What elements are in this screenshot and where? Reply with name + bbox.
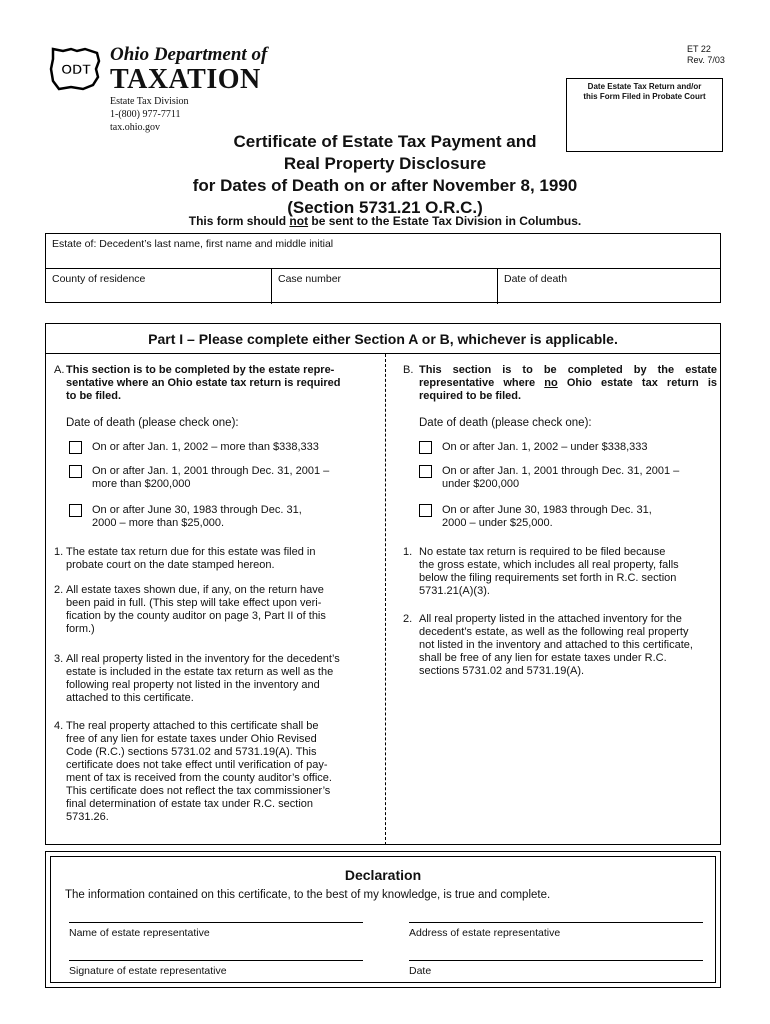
- phone-number: 1-(800) 977-7711: [110, 109, 181, 120]
- checkbox[interactable]: [419, 504, 432, 517]
- address-label: Address of estate representative: [409, 927, 561, 939]
- section-b-option-1983[interactable]: On or after June 30, 1983 through Dec. 31, 2000 – under $25,000.: [419, 504, 719, 532]
- signature-label: Signature of estate representative: [69, 965, 227, 977]
- section-a-item-1: 1. The estate tax return due for this estate was filed in probate court on the date stamped hereon.: [54, 546, 316, 571]
- section-a-item-4: 4. The real property attached to this certificate shall be free of any lien for estate taxes under Ohio Revised Code (R.C.) sections 5731.02 and 5731.19(A). This certificate does not take effect until verification of pay- ment of tax is received from the county auditor’s office. This certificate does not reflect the tax commissioner’s final determination of estate tax under R.C. section 5731.26.: [54, 720, 332, 823]
- section-divider: [385, 354, 386, 845]
- contact-info: [110, 95, 189, 134]
- decedent-name-label: Estate of: Decedent’s last name, first name and middle initial: [52, 238, 334, 250]
- logo-text: ODT: [61, 61, 91, 77]
- address-line[interactable]: [409, 922, 703, 923]
- section-a-item-3: 3. All real property listed in the inventory for the decedent’s estate is included in the estate tax return as well as the following real property not listed in the inventory and attached to this certificate.: [54, 653, 340, 704]
- checkbox[interactable]: [69, 504, 82, 517]
- section-b-item-2: 2. All real property listed in the attached inventory for the decedent’s estate, as well as the following real property not listed in the inventory and attached to this certificate, shall be free of any lien for estate taxes under R.C. sections 5731.02 and 5731.19(A).: [403, 613, 693, 677]
- date-of-death-label: Date of death: [504, 273, 568, 285]
- part-1-heading: Part I – Please complete either Section A or B, whichever is applicable.: [46, 324, 720, 354]
- date-of-death-field[interactable]: [498, 269, 720, 304]
- county-label: County of residence: [52, 273, 146, 285]
- checkbox[interactable]: [419, 465, 432, 478]
- submission-note: This form should not be sent to the Estate Tax Division in Columbus.: [188, 214, 582, 228]
- date-label: Date: [409, 965, 432, 977]
- division-name: Estate Tax Division: [110, 96, 189, 107]
- case-number-field[interactable]: [272, 269, 498, 304]
- declaration-text: The information contained on this certificate, to the best of my knowledge, is true and complete.: [65, 889, 551, 901]
- section-a-option-1983[interactable]: On or after June 30, 1983 through Dec. 31, 2000 – more than $25,000.: [69, 504, 369, 532]
- ohio-state-outline-icon: [47, 47, 105, 91]
- checkbox[interactable]: [69, 441, 82, 454]
- section-b-item-1: 1. No estate tax return is required to be filed because the gross estate, which includes all real property, falls below the filing requirements set forth in R.C. section 5731.21(A)(3).: [403, 546, 679, 597]
- section-b-option-2001[interactable]: On or after Jan. 1, 2001 through Dec. 31, 2001 – under $200,000: [419, 465, 719, 493]
- section-b-dod-label: Date of death (please check one):: [419, 417, 592, 429]
- county-field[interactable]: [46, 269, 272, 304]
- section-a-option-2001[interactable]: On or after Jan. 1, 2001 through Dec. 31, 2001 – more than $200,000: [69, 465, 369, 493]
- checkbox[interactable]: [419, 441, 432, 454]
- declaration-section: [45, 851, 721, 988]
- form-title: Certificate of Estate Tax Payment and Real Property Disclosure for Dates of Death on or after November 8, 1990 (Section 5731.21 O.R.C.): [192, 132, 578, 217]
- case-number-label: Case number: [278, 273, 342, 285]
- estate-info-table: [45, 233, 721, 303]
- section-a-item-2: 2. All estate taxes shown due, if any, on the return have been paid in full. (This step will take effect upon veri- fication by the county auditor on page 3, Part II of this form.): [54, 584, 326, 635]
- form-id: [687, 44, 725, 66]
- form-revision: Rev. 7/03: [687, 55, 725, 65]
- department-taxation: TAXATION: [110, 64, 261, 95]
- checkbox[interactable]: [69, 465, 82, 478]
- form-number: ET 22: [687, 44, 711, 54]
- name-label: Name of estate representative: [69, 927, 210, 939]
- name-line[interactable]: [69, 922, 363, 923]
- department-name: Ohio Department of: [110, 44, 268, 65]
- filing-date-label: Date Estate Tax Return and/or this Form Filed in Probate Court: [583, 82, 706, 101]
- odt-logo: [47, 47, 105, 91]
- declaration-heading: Declaration: [344, 867, 422, 883]
- part-1-section: Part I – Please complete either Section A or B, whichever is applicable. A. This section is to be completed by the estate repre- sentative where an Ohio estate tax return is required to be filed. Date of death (please check one): On or after Jan. 1, 2002 – more than $338,333 On or after Jan. 1, 2001 through Dec. 31, 2001 – more than $200,000 On or after June 30, 1983 through Dec. 31, 2000 – more than $25,000. 1. The estate tax return due for this estate was filed in probate court on the date stamped hereon. 2. All estate taxes shown due, if any, on the return have been paid in full. (This step will take effect upon veri- fication by the county auditor on page 3, Part II of this form.) 3. All real property listed in the inventory for the decedent’s estate is included in the estate tax return as well as the following real property not listed in the inventory and attached to this certificate. 4. The real property attached to this certificate shall be free of any lien for estate taxes under Ohio Revised Code (R.C.) sections 5731.02 and 5731.19(A). This certificate does not take effect until verification of pay- ment of tax is received from the county auditor’s office. This certificate does not reflect the tax commissioner’s final determination of estate tax under R.C. section 5731.26. B. This section is to be completed by the estate representative where no Ohio estate tax return is required to be filed. Date of death (please check one): On or after Jan. 1, 2002 – under $338,333 On or after Jan. 1, 2001 through Dec. 31, 2001 – under $200,000 On or after June 30, 1983 through Dec. 31, 2000 – under $25,000. 1. No estate tax return is required to be filed because the gross estate, which includes all real property, falls below the filing requirements set forth in R.C. section 5731.21(A)(3). 2. All real property listed in the attached inventory for the decedent’s estate, as well as the following real property not listed in the inventory and attached to this certificate, shall be free of any lien for estate taxes under R.C. sections 5731.02 and 5731.19(A).: [45, 323, 721, 845]
- decedent-name-field[interactable]: [46, 234, 720, 269]
- website: tax.ohio.gov: [110, 122, 160, 133]
- date-line[interactable]: [409, 960, 703, 961]
- section-a-dod-label: Date of death (please check one):: [66, 417, 239, 429]
- signature-line[interactable]: [69, 960, 363, 961]
